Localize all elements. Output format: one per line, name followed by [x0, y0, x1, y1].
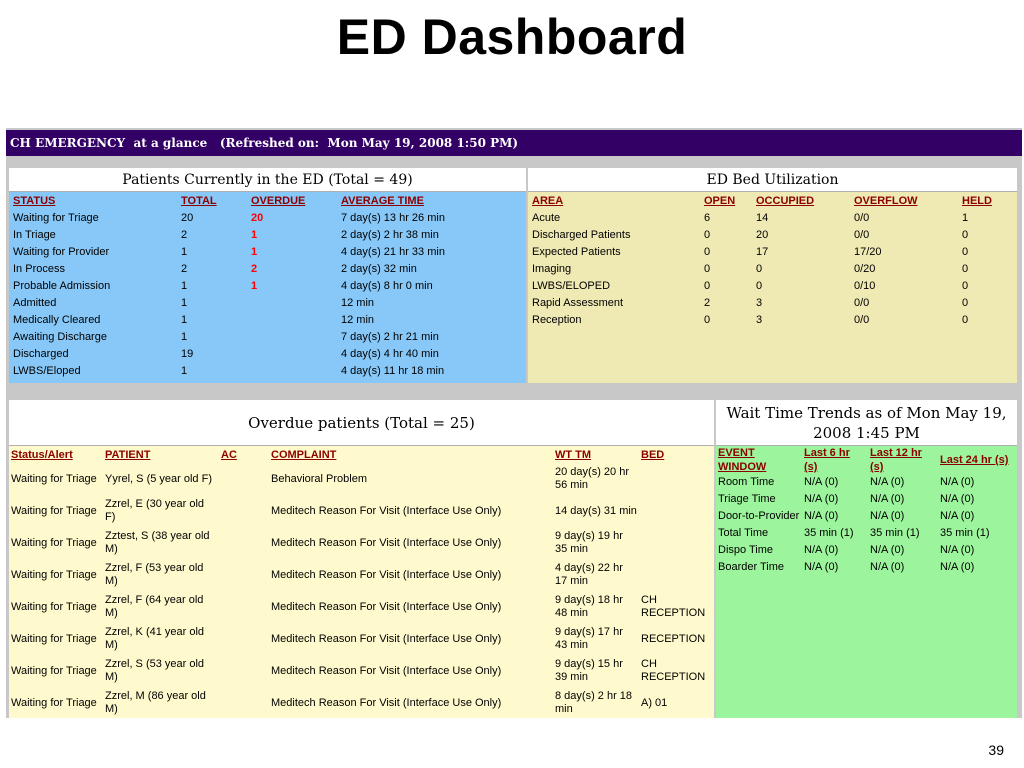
overdue-cell: 1	[251, 228, 258, 241]
patient-cell: Zzrel, F (64 year old M)	[105, 594, 204, 619]
col-wt-tm[interactable]: WT TM	[555, 448, 592, 461]
overdue-panel	[9, 400, 714, 718]
open-cell: 0	[704, 228, 711, 241]
overflow-cell: 17/20	[854, 245, 882, 258]
overdue-cell	[247, 311, 337, 328]
held-cell: 0	[962, 245, 969, 258]
wt-tm-cell: 14 day(s) 31 min	[555, 504, 637, 517]
area-cell: Expected Patients	[532, 245, 621, 258]
status-alert-cell: Waiting for Triage	[11, 600, 97, 613]
occupied-cell: 3	[756, 296, 763, 309]
wt-tm-cell: 20 day(s) 20 hr 56 min	[555, 466, 629, 491]
average-time-cell: 12 min	[341, 296, 375, 309]
table-row[interactable]	[716, 491, 1017, 508]
slide-title: ED Dashboard	[336, 9, 688, 65]
table-row[interactable]	[528, 260, 1017, 277]
table-row[interactable]	[528, 209, 1017, 226]
table-row[interactable]	[716, 542, 1017, 559]
col-last-24hr[interactable]: Last 24 hr (s)	[940, 454, 1009, 466]
status-cell: In Process	[13, 262, 65, 275]
last-24hr-cell: N/A (0)	[940, 493, 975, 505]
status-cell: Medically Cleared	[13, 313, 101, 326]
open-cell: 0	[704, 245, 711, 258]
overdue-cell: 2	[251, 262, 258, 275]
occupied-cell: 0	[756, 279, 763, 292]
status-alert-cell: Waiting for Triage	[11, 696, 97, 709]
total-cell: 1	[181, 245, 188, 258]
overflow-cell: 0/0	[854, 313, 870, 326]
status-alert-cell: Waiting for Triage	[11, 472, 97, 485]
patient-cell: Zztest, S (38 year old M)	[105, 530, 210, 555]
patient-cell: Zzrel, K (41 year old M)	[105, 626, 205, 651]
patients-header: Patients Currently in the ED (Total = 49)	[9, 168, 526, 192]
col-held[interactable]: HELD	[962, 194, 992, 207]
held-cell: 0	[962, 262, 969, 275]
complaint-cell: Meditech Reason For Visit (Interface Use Only)	[271, 664, 502, 677]
overdue-cell: 20	[251, 211, 264, 224]
col-last-12hr[interactable]: Last 12 hr (s)	[870, 447, 922, 473]
overdue-cell	[247, 328, 337, 345]
wt-tm-cell: 4 day(s) 22 hr 17 min	[555, 562, 623, 587]
average-time-cell: 7 day(s) 2 hr 21 min	[341, 330, 439, 343]
complaint-cell: Behavioral Problem	[271, 472, 367, 485]
overflow-cell: 0/10	[854, 279, 876, 292]
col-overflow[interactable]: OVERFLOW	[854, 194, 918, 207]
app-title-bar: CH EMERGENCY at a glance (Refreshed on: Mon May 19, 2008 1:50 PM)	[6, 130, 1022, 156]
average-time-cell: 2 day(s) 2 hr 38 min	[341, 228, 439, 241]
area-cell: Rapid Assessment	[532, 296, 624, 309]
last-24hr-cell: N/A (0)	[940, 544, 975, 556]
status-alert-cell: Waiting for Triage	[11, 504, 97, 517]
ac-cell	[219, 623, 269, 655]
wt-tm-cell: 9 day(s) 18 hr 48 min	[555, 594, 623, 619]
last-12hr-cell: N/A (0)	[870, 493, 905, 505]
overflow-cell: 0/0	[854, 228, 870, 241]
ac-cell	[219, 527, 269, 559]
patient-cell: Yyrel, S (5 year old F)	[105, 472, 212, 485]
last-12hr-cell: 35 min (1)	[870, 527, 920, 539]
status-cell: Probable Admission	[13, 279, 111, 292]
beds-header: ED Bed Utilization	[528, 168, 1017, 192]
area-cell: Discharged Patients	[532, 228, 631, 241]
average-time-cell: 4 day(s) 4 hr 40 min	[341, 347, 439, 360]
table-row[interactable]	[528, 226, 1017, 243]
total-cell: 2	[181, 228, 188, 241]
ac-cell	[219, 687, 269, 718]
bed-cell: CH RECEPTION	[641, 658, 706, 683]
wt-tm-cell: 9 day(s) 17 hr 43 min	[555, 626, 623, 651]
last-6hr-cell: N/A (0)	[804, 561, 839, 573]
area-cell: Imaging	[532, 262, 572, 275]
table-row[interactable]	[716, 559, 1017, 576]
complaint-cell: Meditech Reason For Visit (Interface Use Only)	[271, 568, 502, 581]
last-6hr-cell: N/A (0)	[804, 476, 839, 488]
open-cell: 2	[704, 296, 711, 309]
col-status-alert[interactable]: Status/Alert	[11, 448, 73, 461]
wt-tm-cell: 9 day(s) 15 hr 39 min	[555, 658, 623, 683]
patient-cell: Zzrel, F (53 year old M)	[105, 562, 204, 587]
total-cell: 1	[181, 330, 188, 343]
event-cell: Dispo Time	[718, 544, 774, 556]
open-cell: 6	[704, 211, 711, 224]
held-cell: 0	[962, 279, 969, 292]
last-24hr-cell: N/A (0)	[940, 476, 975, 488]
complaint-cell: Meditech Reason For Visit (Interface Use Only)	[271, 504, 502, 517]
bed-cell	[639, 463, 714, 495]
table-row[interactable]	[528, 294, 1017, 311]
overdue-table	[9, 446, 714, 718]
last-24hr-cell: N/A (0)	[940, 510, 975, 522]
col-total[interactable]: TOTAL	[181, 194, 217, 207]
overdue-header: Overdue patients (Total = 25)	[9, 400, 714, 446]
patients-table	[9, 192, 526, 379]
trends-panel	[716, 400, 1017, 718]
occupied-cell: 20	[756, 228, 769, 241]
col-occupied[interactable]: OCCUPIED	[756, 194, 815, 207]
dashboard-screenshot	[6, 128, 1022, 718]
ac-cell	[219, 655, 269, 687]
open-cell: 0	[704, 279, 711, 292]
last-12hr-cell: N/A (0)	[870, 544, 905, 556]
table-row[interactable]	[716, 525, 1017, 542]
table-row[interactable]	[9, 345, 526, 362]
event-cell: Boarder Time	[718, 561, 785, 573]
col-average-time[interactable]: AVERAGE TIME	[341, 194, 424, 207]
total-cell: 1	[181, 313, 188, 326]
total-cell: 20	[181, 211, 194, 224]
overdue-cell: 1	[251, 279, 258, 292]
held-cell: 0	[962, 313, 969, 326]
status-cell: LWBS/Eloped	[13, 364, 81, 377]
total-cell: 1	[181, 279, 188, 292]
occupied-cell: 3	[756, 313, 763, 326]
col-open[interactable]: OPEN	[704, 194, 736, 207]
average-time-cell: 4 day(s) 11 hr 18 min	[341, 364, 445, 377]
beds-panel	[528, 168, 1017, 383]
table-row[interactable]	[9, 294, 526, 311]
total-cell: 19	[181, 347, 194, 360]
table-row[interactable]	[9, 209, 526, 226]
status-cell: In Triage	[13, 228, 56, 241]
overdue-cell	[247, 362, 337, 379]
table-row[interactable]	[9, 311, 526, 328]
patients-panel	[9, 168, 526, 383]
col-patient[interactable]: PATIENT	[105, 448, 151, 461]
wt-tm-cell: 9 day(s) 19 hr 35 min	[555, 530, 623, 555]
trends-table	[716, 446, 1017, 576]
ac-cell	[219, 495, 269, 527]
overflow-cell: 0/0	[854, 211, 870, 224]
table-row[interactable]	[528, 243, 1017, 260]
status-alert-cell: Waiting for Triage	[11, 632, 97, 645]
occupied-cell: 0	[756, 262, 763, 275]
bed-cell: RECEPTION	[641, 632, 706, 645]
last-12hr-cell: N/A (0)	[870, 476, 905, 488]
table-row[interactable]	[528, 311, 1017, 328]
status-cell: Waiting for Triage	[13, 211, 99, 224]
overflow-cell: 0/20	[854, 262, 876, 275]
last-6hr-cell: 35 min (1)	[804, 527, 854, 539]
table-row[interactable]	[9, 527, 714, 559]
area-cell: Acute	[532, 211, 561, 224]
last-12hr-cell: N/A (0)	[870, 510, 905, 522]
col-event-window[interactable]: EVENT WINDOW	[718, 447, 767, 473]
status-alert-cell: Waiting for Triage	[11, 664, 97, 677]
occupied-cell: 17	[756, 245, 769, 258]
status-cell: Waiting for Provider	[13, 245, 110, 258]
complaint-cell: Meditech Reason For Visit (Interface Use Only)	[271, 632, 502, 645]
overdue-cell: 1	[251, 245, 258, 258]
status-alert-cell: Waiting for Triage	[11, 536, 97, 549]
event-cell: Triage Time	[718, 493, 776, 505]
page-number: 39	[988, 742, 1004, 758]
table-row[interactable]	[9, 655, 714, 687]
event-cell: Room Time	[718, 476, 775, 488]
complaint-cell: Meditech Reason For Visit (Interface Use Only)	[271, 696, 502, 709]
table-row[interactable]	[9, 277, 526, 294]
average-time-cell: 7 day(s) 13 hr 26 min	[341, 211, 445, 224]
col-last-6hr[interactable]: Last 6 hr (s)	[804, 447, 850, 473]
held-cell: 0	[962, 228, 969, 241]
patient-cell: Zzrel, E (30 year old F)	[105, 498, 205, 523]
bed-cell: CH RECEPTION	[641, 594, 706, 619]
event-cell: Door-to-Provider	[718, 510, 800, 522]
table-row[interactable]	[9, 623, 714, 655]
last-24hr-cell: N/A (0)	[940, 561, 975, 573]
status-cell: Discharged	[13, 347, 69, 360]
ac-cell	[219, 463, 269, 495]
overflow-cell: 0/0	[854, 296, 870, 309]
average-time-cell: 4 day(s) 21 hr 33 min	[341, 245, 445, 258]
ac-cell	[219, 559, 269, 591]
bed-cell	[639, 559, 714, 591]
area-cell: LWBS/ELOPED	[532, 279, 611, 292]
status-cell: Admitted	[13, 296, 57, 309]
total-cell: 1	[181, 296, 188, 309]
table-row[interactable]	[9, 328, 526, 345]
status-alert-cell: Waiting for Triage	[11, 568, 97, 581]
overdue-cell	[247, 345, 337, 362]
table-row[interactable]	[9, 226, 526, 243]
average-time-cell: 2 day(s) 32 min	[341, 262, 417, 275]
table-row[interactable]	[716, 508, 1017, 525]
total-cell: 2	[181, 262, 188, 275]
table-row[interactable]	[9, 495, 714, 527]
overdue-cell	[247, 294, 337, 311]
col-overdue[interactable]: OVERDUE	[251, 194, 306, 207]
table-row[interactable]	[9, 559, 714, 591]
last-12hr-cell: N/A (0)	[870, 561, 905, 573]
bed-cell: A) 01	[641, 696, 668, 709]
complaint-cell: Meditech Reason For Visit (Interface Use Only)	[271, 536, 502, 549]
trends-header: Wait Time Trends as of Mon May 19, 2008 1:45 PM	[716, 400, 1017, 446]
col-status[interactable]: STATUS	[13, 194, 56, 207]
table-row[interactable]	[716, 474, 1017, 491]
table-row[interactable]	[528, 277, 1017, 294]
last-24hr-cell: 35 min (1)	[940, 527, 990, 539]
open-cell: 0	[704, 313, 711, 326]
average-time-cell: 12 min	[341, 313, 375, 326]
patient-cell: Zzrel, S (53 year old M)	[105, 658, 205, 683]
table-row[interactable]	[9, 362, 526, 379]
occupied-cell: 14	[756, 211, 769, 224]
complaint-cell: Meditech Reason For Visit (Interface Use Only)	[271, 600, 502, 613]
beds-table	[528, 192, 1017, 328]
col-ac[interactable]: AC	[221, 448, 237, 461]
table-row[interactable]	[9, 463, 714, 495]
area-cell: Reception	[532, 313, 582, 326]
total-cell: 1	[181, 364, 188, 377]
col-complaint[interactable]: COMPLAINT	[271, 448, 337, 461]
table-row[interactable]	[9, 687, 714, 718]
event-cell: Total Time	[718, 527, 769, 539]
average-time-cell: 4 day(s) 8 hr 0 min	[341, 279, 433, 292]
last-6hr-cell: N/A (0)	[804, 544, 839, 556]
wt-tm-cell: 8 day(s) 2 hr 18 min	[555, 690, 633, 715]
open-cell: 0	[704, 262, 711, 275]
table-row[interactable]	[9, 591, 714, 623]
held-cell: 1	[962, 211, 969, 224]
table-row[interactable]	[9, 260, 526, 277]
last-6hr-cell: N/A (0)	[804, 493, 839, 505]
col-area[interactable]: AREA	[532, 194, 564, 207]
table-row[interactable]	[9, 243, 526, 260]
held-cell: 0	[962, 296, 969, 309]
bed-cell	[639, 527, 714, 559]
patient-cell: Zzrel, M (86 year old M)	[105, 690, 206, 715]
ac-cell	[219, 591, 269, 623]
col-bed[interactable]: BED	[641, 448, 665, 461]
last-6hr-cell: N/A (0)	[804, 510, 839, 522]
bed-cell	[639, 495, 714, 527]
status-cell: Awaiting Discharge	[13, 330, 107, 343]
